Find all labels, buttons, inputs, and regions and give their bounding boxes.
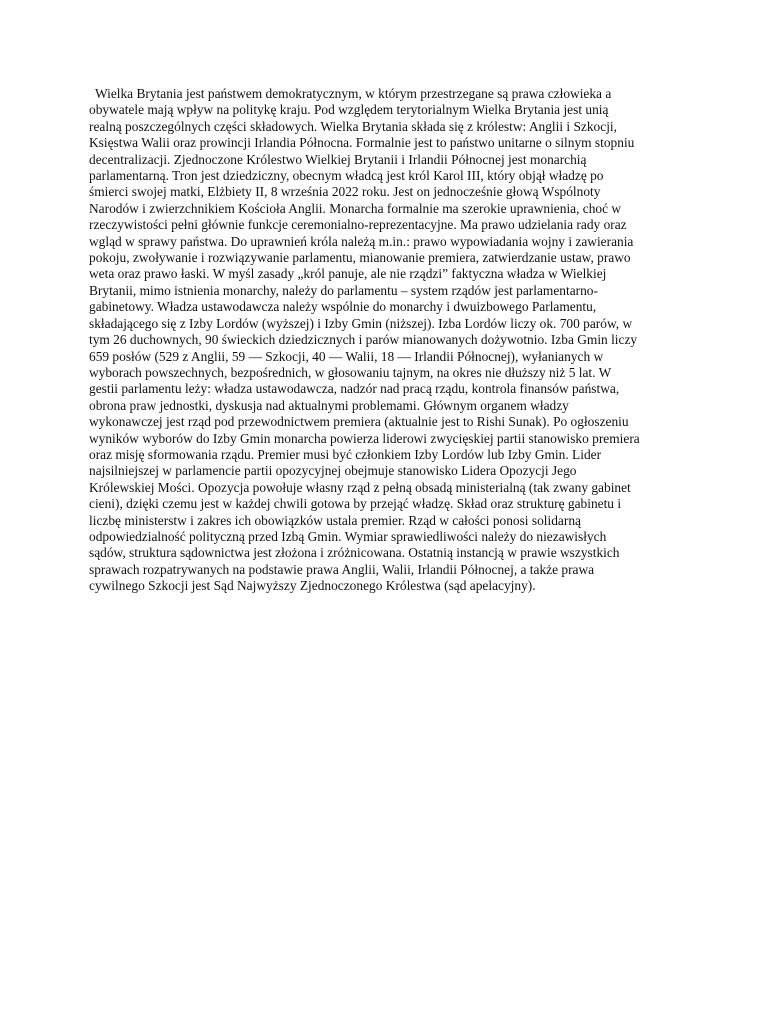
text-line: sprawach rozpatrywanych na podstawie prawa Anglii, Walii, Irlandii Północnej, a także prawa [89,561,595,577]
text-line: wgląd w sprawy państwa. Do uprawnień króla należą m.in.: prawo wypowiadania wojny i zawierania [89,233,634,249]
text-line: wyników wyborów do Izby Gmin monarcha powierza liderowi zwycięskiej partii stanowisko premiera [89,430,640,446]
text-line: najsilniejszej w parlamencie partii opozycyjnej obejmuje stanowisko Lidera Opozycji Jego [89,463,577,479]
text-line: Narodów i zwierzchnikiem Kościoła Anglii. Monarcha formalnie ma szerokie uprawnienia, choć w [89,200,622,216]
text-line: śmierci swojej matki, Elżbiety II, 8 września 2022 roku. Jest on jednocześnie głową Wspólnoty [89,184,601,200]
text-line: Królewskiej Mości. Opozycja powołuje własny rząd z pełną obsadą ministerialną (tak zwany gabinet [89,479,631,495]
text-line: cywilnego Szkocji jest Sąd Najwyższy Zjednoczonego Królestwa (sąd apelacyjny). [89,578,536,594]
text-line: obrona praw jednostki, dyskusja nad aktualnymi problemami. Głównym organem władzy [89,397,569,413]
text-line: realną poszczególnych części składowych. Wielka Brytania składa się z królestw: Anglii i Szkocji, [89,118,617,134]
text-line: decentralizacji. Zjednoczone Królestwo Wielkiej Brytanii i Irlandii Północnej jest monarchią [89,151,587,167]
text-line: cieni), dzięki czemu jest w każdej chwili gotowa by przejąć władzę. Skład oraz strukturę gabinetu i [89,496,622,512]
text-line: obywatele mają wpływ na politykę kraju. Pod względem terytorialnym Wielka Brytania jest unią [89,102,609,118]
text-line: sądów, struktura sądownictwa jest złożona i zróżnicowana. Ostatnią instancją w prawie wszystkich [89,545,620,561]
text-line: oraz misję sformowania rządu. Premier musi być członkiem Izby Lordów lub Izby Gmin. Lider [89,446,602,462]
text-line: pokoju, zwoływanie i rozwiązywanie parlamentu, mianowanie premiera, zatwierdzanie ustaw, prawo [89,250,631,266]
text-line: wyborach powszechnych, bezpośrednich, w głosowaniu tajnym, na okres nie dłuższy niż 5 lat. W [89,364,612,380]
text-line: rzeczywistości pełni głównie funkcje ceremonialno-reprezentacyjne. Ma prawo udzielania rady oraz [89,217,627,233]
text-line: liczbę ministerstw i zakres ich obowiązków ustala premier. Rząd w całości ponosi solidarną [89,512,581,528]
text-line: Księstwa Walii oraz prowincji Irlandia Północna. Formalnie jest to państwo unitarne o silnym stopniu [89,135,635,151]
text-line: wykonawczej jest rząd pod przewodnictwem premiera (aktualnie jest to Rishi Sunak). Po ogłoszeniu [89,414,629,430]
text-line: odpowiedzialność polityczną przed Izbą Gmin. Wymiar sprawiedliwości należy do niezawisłych [89,528,607,544]
text-line: Wielka Brytania jest państwem demokratycznym, w którym przestrzegane są prawa człowieka a [95,86,612,101]
body-paragraph [89,86,683,595]
text-line: weta oraz prawo łaski. W myśl zasady „król panuje, ale nie rządzi” faktyczna władza w Wielkiej [89,266,607,282]
text-line: 659 posłów (529 z Anglii, 59 — Szkocji, 40 — Walii, 18 — Irlandii Północnej), wyłanianych w [89,348,604,364]
text-line: parlamentarną. Tron jest dziedziczny, obecnym władcą jest król Karol III, który objął władzę po [89,168,604,184]
text-line: Brytanii, mimo istnienia monarchy, należy do parlamentu – system rządów jest parlamentarno- [89,282,598,298]
text-line: gabinetowy. Władza ustawodawcza należy wspólnie do monarchy i dwuizbowego Parlamentu, [89,299,597,315]
text-line: składającego się z Izby Lordów (wyższej) i Izby Gmin (niższej). Izba Lordów liczy ok. 700 parów, w [89,315,633,331]
text-line: tym 26 duchownych, 90 świeckich dziedzicznych i parów mianowanych dożywotnio. Izba Gmin liczy [89,332,638,348]
text-line: gestii parlamentu leży: władza ustawodawcza, nadzór nad pracą rządu, kontrola finansów państwa, [89,381,620,397]
